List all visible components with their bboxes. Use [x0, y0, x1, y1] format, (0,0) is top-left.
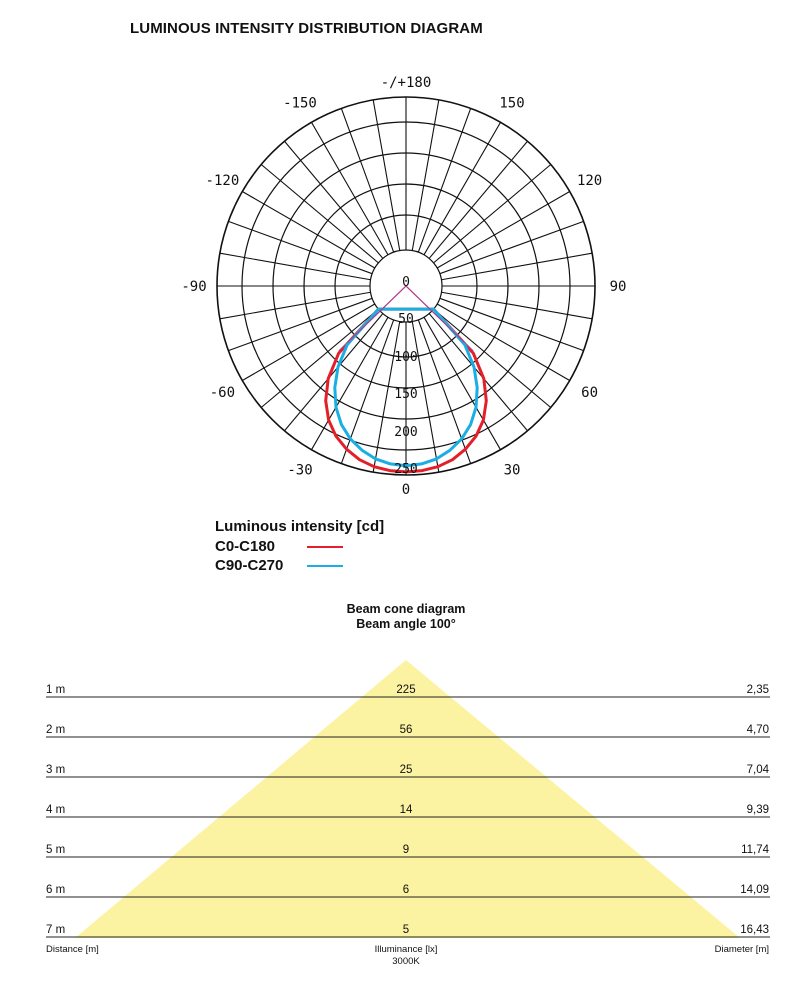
beam-distance: 7 m — [46, 924, 66, 936]
legend-title: Luminous intensity [cd] — [215, 518, 385, 535]
beam-cone-diagram — [0, 640, 800, 940]
beam-distance: 1 m — [46, 684, 66, 696]
angle-label: -/+180 — [380, 75, 432, 91]
color-temperature: 3000K — [392, 956, 420, 967]
beam-illuminance: 14 — [399, 804, 413, 816]
legend-item-c0-c180 — [215, 537, 384, 556]
beam-diameter: 4,70 — [746, 724, 769, 736]
radial-tick-label: 0 — [402, 275, 410, 290]
beam-angle: Beam angle 100° — [356, 617, 456, 631]
legend-item-c90-c270 — [215, 556, 384, 575]
beam-title: Beam cone diagram — [346, 602, 466, 616]
beam-distance: 2 m — [46, 724, 66, 736]
diagram-title: LUMINOUS INTENSITY DISTRIBUTION DIAGRAM — [130, 20, 483, 37]
polar-spoke — [341, 108, 393, 252]
beam-distance: 4 m — [46, 804, 66, 816]
legend-label: C0-C180 — [215, 538, 276, 555]
legend-swatch-red — [307, 546, 343, 548]
angle-label: 90 — [609, 279, 627, 295]
radial-tick-label: 50 — [398, 312, 414, 327]
beam-illuminance: 25 — [399, 764, 413, 776]
angle-label: -120 — [205, 173, 240, 189]
radial-tick-label: 200 — [394, 425, 418, 440]
beam-diameter: 14,09 — [740, 884, 769, 896]
beam-diameter: 2,35 — [746, 684, 769, 696]
beam-diameter: 16,43 — [740, 924, 769, 936]
beam-illuminance: 225 — [396, 684, 416, 696]
beam-illuminance: 6 — [402, 884, 410, 896]
beam-distance: 6 m — [46, 884, 66, 896]
angle-label: 150 — [499, 95, 525, 112]
angle-label: 30 — [503, 462, 521, 479]
distance-axis-label: Distance [m] — [46, 944, 99, 955]
radial-tick-label: 250 — [394, 462, 418, 477]
radial-tick-label: 150 — [394, 387, 418, 402]
beam-diameter: 7,04 — [746, 764, 769, 776]
illuminance-axis-label: Illuminance [lx] — [374, 944, 438, 955]
beam-illuminance: 5 — [402, 924, 410, 936]
angle-label: 0 — [401, 482, 411, 498]
beam-distance: 3 m — [46, 764, 66, 776]
angle-label: -150 — [283, 95, 317, 112]
legend-swatch-blue — [307, 565, 343, 567]
angle-label: -60 — [209, 385, 236, 401]
legend — [215, 518, 384, 575]
beam-diameter: 9,39 — [746, 804, 769, 816]
beam-distance: 5 m — [46, 844, 66, 856]
polar-spoke — [418, 108, 470, 252]
angle-label: -30 — [287, 462, 313, 479]
beam-cone — [75, 660, 740, 938]
angle-label: 120 — [576, 173, 603, 189]
beam-diameter: 11,74 — [741, 844, 769, 856]
radial-tick-label: 100 — [394, 350, 418, 365]
beam-illuminance: 56 — [399, 724, 413, 736]
polar-spoke — [440, 221, 584, 273]
beam-illuminance: 9 — [402, 844, 410, 856]
legend-label: C90-C270 — [215, 557, 284, 574]
angle-label: -90 — [181, 279, 207, 295]
polar-spoke — [228, 221, 372, 273]
angle-label: 60 — [581, 385, 599, 401]
diameter-axis-label: Diameter [m] — [714, 944, 769, 955]
